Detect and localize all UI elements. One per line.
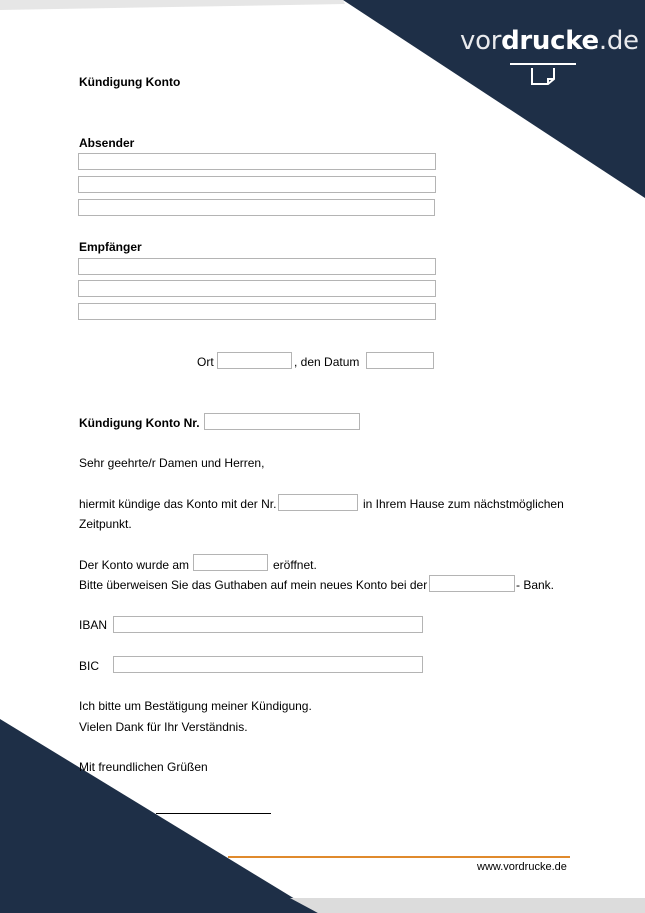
bottom-right-shadow bbox=[290, 898, 645, 913]
recipient-line-1-field[interactable] bbox=[78, 258, 436, 275]
salutation: Sehr geehrte/r Damen und Herren, bbox=[79, 456, 265, 470]
opened-text-part-2: eröffnet. bbox=[273, 558, 317, 572]
bank-name-field[interactable] bbox=[429, 575, 515, 592]
closing-text: Mit freundlichen Grüßen bbox=[79, 760, 208, 774]
account-number-field[interactable] bbox=[204, 413, 360, 430]
place-field[interactable] bbox=[217, 352, 292, 369]
account-number-label: Kündigung Konto Nr. bbox=[79, 416, 200, 430]
bic-field[interactable] bbox=[113, 656, 423, 673]
recipient-line-2-field[interactable] bbox=[78, 280, 436, 297]
bic-label: BIC bbox=[79, 659, 100, 673]
transfer-text-part-2: - Bank. bbox=[516, 578, 555, 592]
sender-line-3-field[interactable] bbox=[78, 199, 435, 216]
confirmation-request: Ich bitte um Bestätigung meiner Kündigung. bbox=[79, 699, 312, 713]
footer-divider bbox=[228, 856, 570, 858]
bottom-left-corner-shape bbox=[0, 719, 318, 913]
document-icon bbox=[508, 62, 578, 88]
website-url: www.vordrucke.de bbox=[477, 861, 567, 873]
place-label: Ort bbox=[197, 355, 214, 369]
recipient-label: Empfänger bbox=[79, 240, 142, 254]
iban-field[interactable] bbox=[113, 616, 423, 633]
paragraph-1-part-3: Zeitpunkt. bbox=[79, 517, 132, 531]
account-number-inline-field[interactable] bbox=[278, 494, 358, 511]
recipient-line-3-field[interactable] bbox=[78, 303, 436, 320]
paragraph-1-part-2: in Ihrem Hause zum nächstmöglichen bbox=[363, 497, 564, 511]
sender-line-1-field[interactable] bbox=[78, 153, 436, 170]
signature-line bbox=[156, 813, 271, 814]
document-title: Kündigung Konto bbox=[79, 75, 181, 89]
sender-label: Absender bbox=[79, 136, 135, 150]
thanks-text: Vielen Dank für Ihr Verständnis. bbox=[79, 720, 248, 734]
sender-line-2-field[interactable] bbox=[78, 176, 436, 193]
transfer-text-part-1: Bitte überweisen Sie das Guthaben auf mein neues Konto bei der bbox=[79, 578, 428, 592]
top-edge-shadow bbox=[0, 0, 345, 10]
vordrucke-logo: vordrucke.de bbox=[460, 26, 639, 56]
date-field[interactable] bbox=[366, 352, 434, 369]
iban-label: IBAN bbox=[79, 618, 108, 632]
opening-date-field[interactable] bbox=[193, 554, 268, 571]
paragraph-1-part-1: hiermit kündige das Konto mit der Nr. bbox=[79, 497, 277, 511]
date-label: , den Datum bbox=[294, 355, 360, 369]
opened-text-part-1: Der Konto wurde am bbox=[79, 558, 190, 572]
